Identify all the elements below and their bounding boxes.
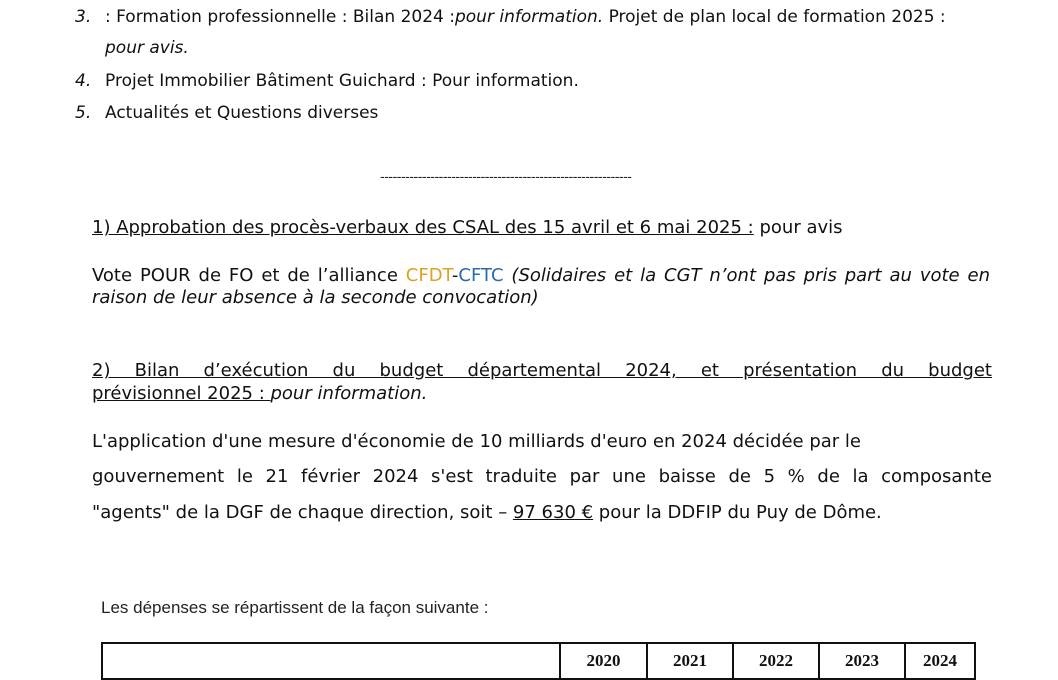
table-caption: Les dépenses se répartissent de la façon suivante : — [101, 598, 489, 617]
table-header-cell — [102, 643, 560, 679]
table-header-cell: 2020 — [560, 643, 647, 679]
section-2-paragraph-line-2: gouvernement le 21 février 2024 s'est traduite par une baisse de 5 % de la composante — [92, 466, 992, 487]
table-header-cell: 2024 — [905, 643, 975, 679]
agenda-number: 5. — [75, 103, 92, 123]
cfdt-label: CFDT — [405, 265, 452, 286]
section-separator: ------------------------------------------------------------ — [380, 170, 632, 185]
section-2-paragraph-line-3: "agents" de la DGF de chaque direction, soit – 97 630 € pour la DDFIP du Puy de Dôme. — [92, 502, 882, 523]
expenses-table — [101, 642, 976, 680]
cftc-label: CFTC — [458, 265, 504, 286]
table-header-cell: 2022 — [733, 643, 819, 679]
section-2-title-line-2: prévisionnel 2025 : pour information. — [92, 383, 428, 404]
section-1-title: 1) Approbation des procès-verbaux des CSAL des 15 avril et 6 mai 2025 : pour avis — [92, 217, 843, 238]
agenda-number: 4. — [75, 71, 92, 91]
table-header-cell: 2023 — [819, 643, 905, 679]
agenda-number: 3. — [75, 7, 92, 27]
table-header-cell: 2021 — [647, 643, 733, 679]
agenda-text: : Formation professionnelle : Bilan 2024 :pour information. Projet de plan local de formation 2025 : — [105, 7, 946, 27]
agenda-text: Projet Immobilier Bâtiment Guichard : Pour information. — [105, 71, 579, 91]
amount-value: 97 630 € — [512, 502, 594, 523]
agenda-text: Actualités et Questions diverses — [105, 103, 379, 123]
section-2-paragraph-line-1: L'application d'une mesure d'économie de 10 milliards d'euro en 2024 décidée par le — [92, 431, 861, 452]
table-header-row — [102, 643, 975, 679]
agenda-item-3-continuation: pour avis. — [105, 38, 189, 58]
section-2-title-line-1: 2) Bilan d’exécution du budget départemental 2024, et présentation du budget — [92, 360, 992, 381]
section-1-vote-paragraph: Vote POUR de FO et de l’alliance CFDT-CFTC (Solidaires et la CGT n’ont pas pris part au vote en raison de leur absence à la seconde convocation) — [92, 265, 990, 308]
